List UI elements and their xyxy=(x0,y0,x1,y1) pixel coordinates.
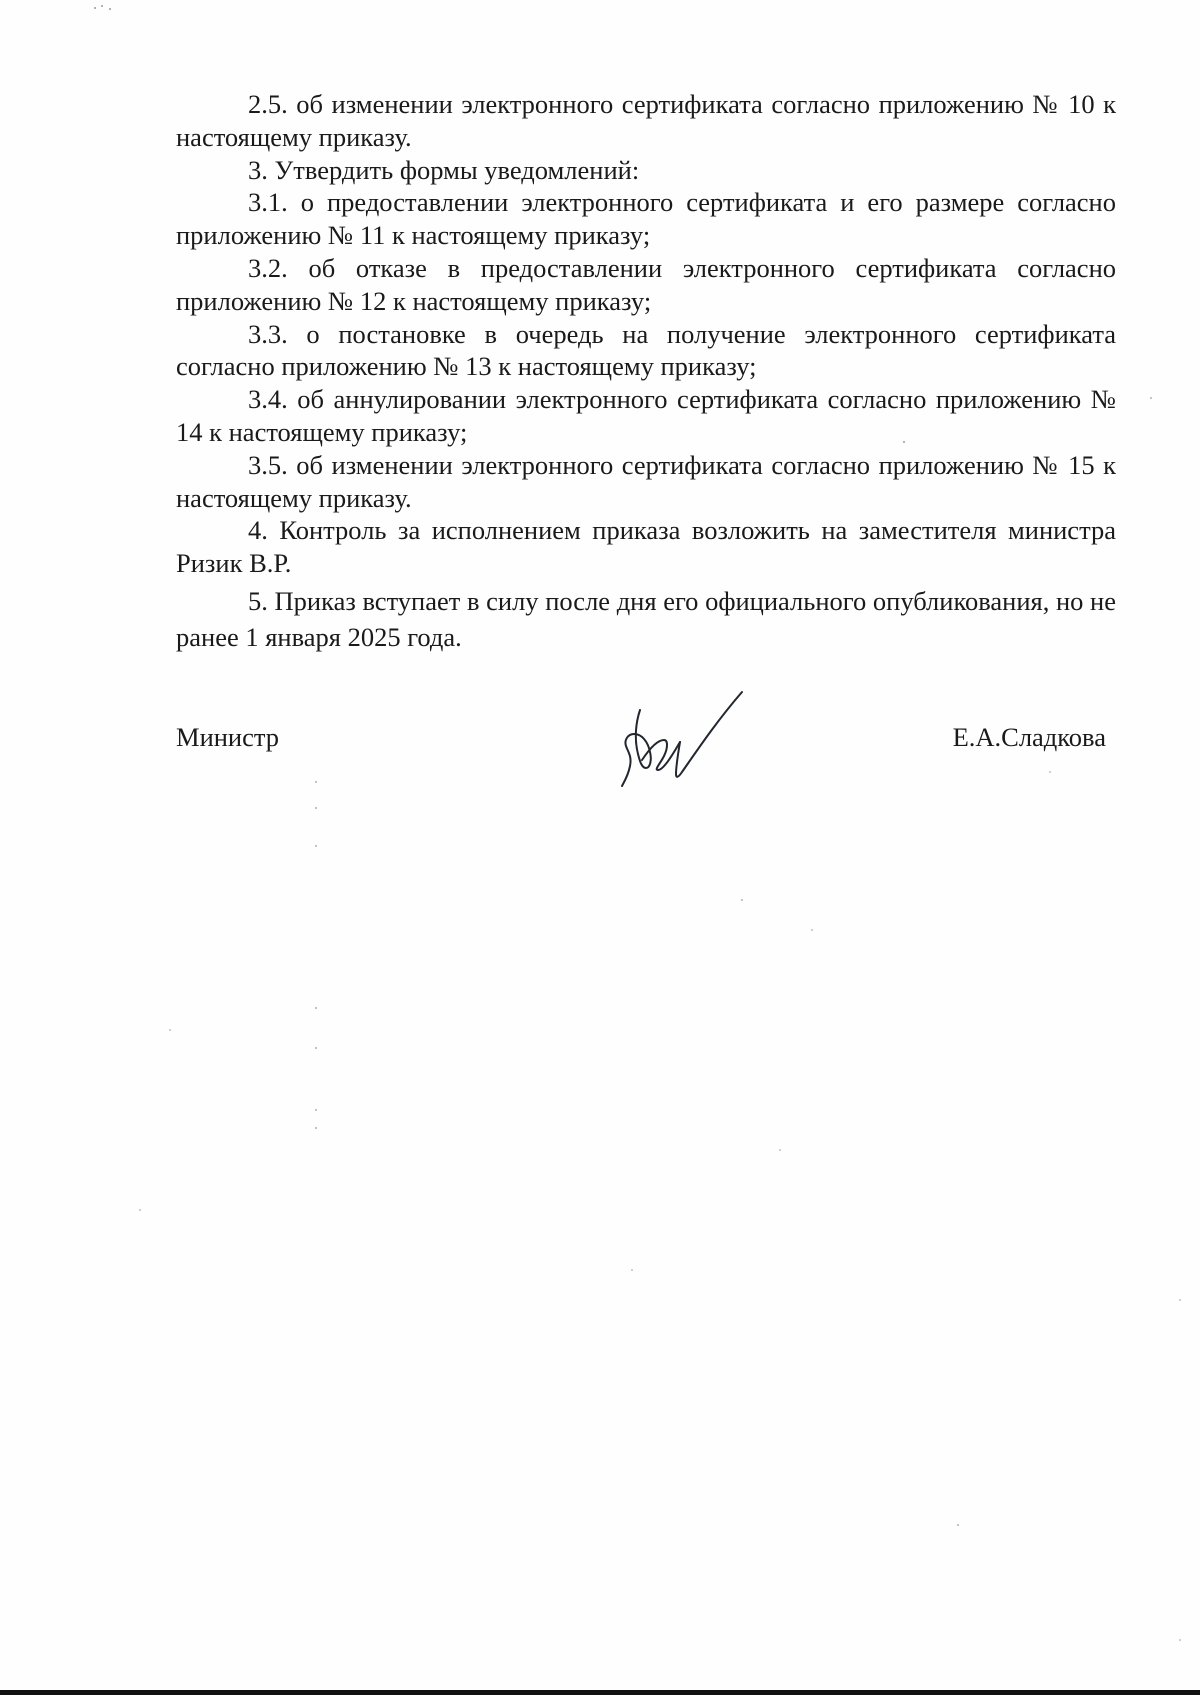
paragraph-3-3: 3.3. о постановке в очередь на получение электронного сертификата согласно приложению № 13 к настоящему приказу; xyxy=(176,318,1116,382)
signature-stroke-1 xyxy=(622,710,651,786)
handwritten-signature xyxy=(606,682,756,792)
paragraph-3-5: 3.5. об изменении электронного сертификата согласно приложению № 15 к настоящему приказу. xyxy=(176,449,1116,513)
paragraph-3: 3. Утвердить формы уведомлений: xyxy=(248,154,640,185)
paragraph-3-1: 3.1. о предоставлении электронного сертификата и его размере согласно приложению № 11 к настоящему приказу; xyxy=(176,187,1116,251)
signature-stroke-3 xyxy=(676,692,742,777)
paragraph-3-4: 3.4. об аннулировании электронного сертификата согласно приложению № 14 к настоящему приказу; xyxy=(176,384,1116,447)
paragraph-4: 4. Контроль за исполнением приказа возложить на заместителя министра Ризик В.Р. xyxy=(176,515,1116,579)
paragraph-2-5: 2.5. об изменении электронного сертификата согласно приложению № 10 к настоящему приказу. xyxy=(176,89,1116,152)
document-body xyxy=(176,88,1116,655)
position-title: Министр xyxy=(176,722,280,752)
paragraph-3-2: 3.2. об отказе в предоставлении электронного сертификата согласно приложению № 12 к настоящему приказу; xyxy=(176,252,1116,316)
signer-name: Е.А.Сладкова xyxy=(952,722,1106,752)
scan-bottom-edge xyxy=(0,1690,1200,1695)
paragraph-5: 5. Приказ вступает в силу после дня его официального опубликования, но не ранее 1 января 2025 года. xyxy=(176,585,1116,652)
